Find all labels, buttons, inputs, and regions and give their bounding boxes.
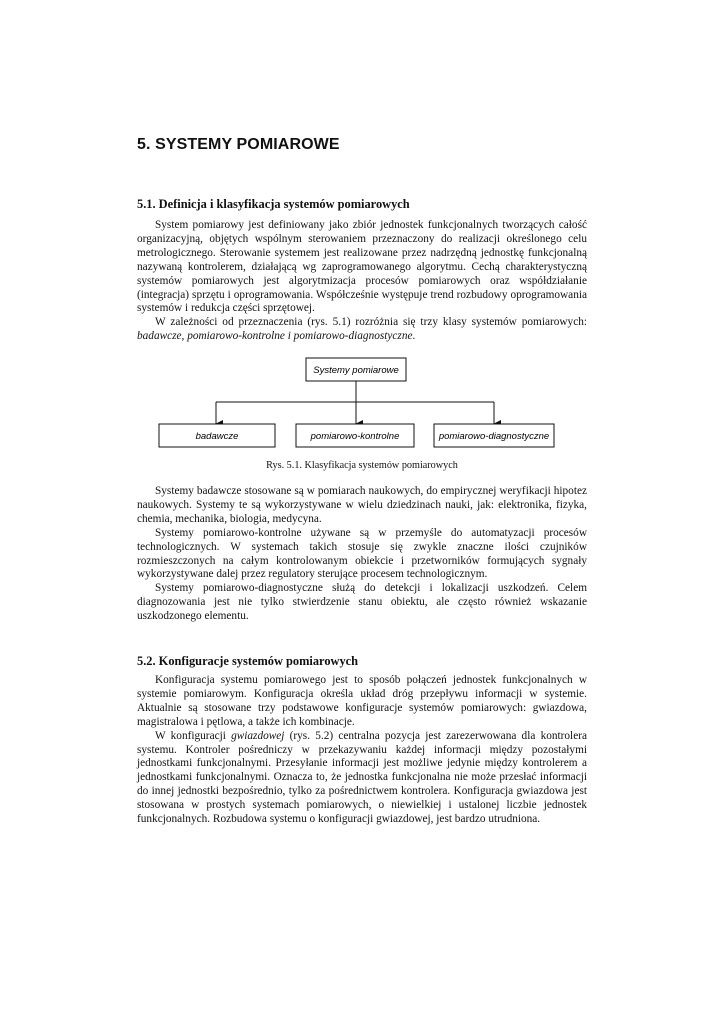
section-heading-5-1: 5.1. Definicja i klasyfikacja systemów pomiarowych <box>137 197 410 211</box>
classification-diagram <box>0 0 724 460</box>
section-5-2-body <box>137 674 587 827</box>
paragraph: Systemy pomiarowo-diagnostyczne służą do detekcji i lokalizacji uszkodzeń. Celem diagnozowania jest nie tylko stwierdzenie stanu obiektu, ale często również wskazanie uszkodzonego elementu. <box>137 582 587 623</box>
diagram-child-label: badawcze <box>195 431 239 442</box>
figure-caption: Rys. 5.1. Klasyfikacja systemów pomiarowych <box>266 460 458 471</box>
paragraph-text: (rys. 5.2) centralna pozycja jest zarezerwowana dla kontrolera systemu. Kontroler pośredniczy w przekazywaniu każdej informacji między pozostałymi jednostkami funkcjonalnymi. Przesyłanie informacji jest możliwe jedynie między kontrolerem a jednostkami funkcjonalnymi. Oznacza to, że jednostka funkcjonalna nie może przesłać informacji do innej jednostki bezpośrednio, tylko za pośrednictwem kontrolera. Konfiguracja gwiazdowa jest stosowana w prostych systemach pomiarowych, o niewielkiej i ustalonej liczbie jednostek funkcjonalnych. Rozbudowa systemu o konfiguracji gwiazdowej, jest bardzo utrudniona. <box>137 729 587 826</box>
paragraph: Systemy pomiarowo-kontrolne używane są w przemyśle do automatyzacji procesów technologicznych. W systemach takich stosuje się zwykle znaczne ilości czujników rozmieszczonych na całym kontrolowanym obiekcie i przetworników formujących sygnały wykorzystywane dalej przez regulatory sterujące procesem technologicznym. <box>137 526 587 581</box>
diagram-child-label: pomiarowo-diagnostyczne <box>438 431 550 442</box>
paragraph-text: W konfiguracji <box>155 729 232 742</box>
diagram-child-label: pomiarowo-kontrolne <box>310 431 400 442</box>
paragraph: Systemy badawcze stosowane są w pomiarach naukowych, do empirycznej weryfikacji hipotez naukowych. Systemy te są wykorzystywane w wielu dziedzinach nauki, jak: elektronika, fizyka, chemia, mechanika, biologia, medycyna. <box>137 485 587 525</box>
section-5-1-classes <box>137 485 587 624</box>
italic-term: gwiazdowej <box>231 729 285 742</box>
class-list-italic: badawcze, pomiarowo-kontrolne i pomiarowo-diagnostyczne <box>137 330 413 343</box>
paragraph: Konfiguracja systemu pomiarowego jest to sposób połączeń jednostek funkcjonalnych w systemie pomiarowym. Konfiguracja określa układ dróg przepływu informacji w systemie. Aktualnie są stosowane trzy podstawowe konfiguracje systemów pomiarowych: gwiazdowa, magistralowa i pętlowa, a także ich kombinacje. <box>137 674 587 728</box>
chapter-title: 5. SYSTEMY POMIAROWE <box>137 136 340 153</box>
diagram-root-label: Systemy pomiarowe <box>313 365 399 376</box>
section-heading-5-2: 5.2. Konfiguracje systemów pomiarowych <box>137 654 359 668</box>
paragraph: System pomiarowy jest definiowany jako zbiór jednostek funkcjonalnych tworzących całość organizacyjną, objętych wspólnym sterowaniem przeznaczony do realizacji określonego celu metrologicznego. Sterowanie systemem jest realizowane przez nadrzędną jednostkę funkcjonalną nazywaną kontrolerem, działającą wg zaprogramowanego algorytmu. Cechą charakterystyczną systemów pomiarowych jest algorytmizacja procesów pomiarowych oraz współdziałanie (integracja) sprzętu i oprogramowania. Współcześnie występuje trend rozbudowy oprogramowania systemów i redukcja części sprzętowej. <box>137 219 587 315</box>
paragraph-end: . <box>412 330 416 343</box>
paragraph <box>137 730 587 827</box>
paragraph-text: W zależności od przeznaczenia (rys. 5.1) rozróżnia się trzy klasy systemów pomiarowych: <box>155 316 587 329</box>
